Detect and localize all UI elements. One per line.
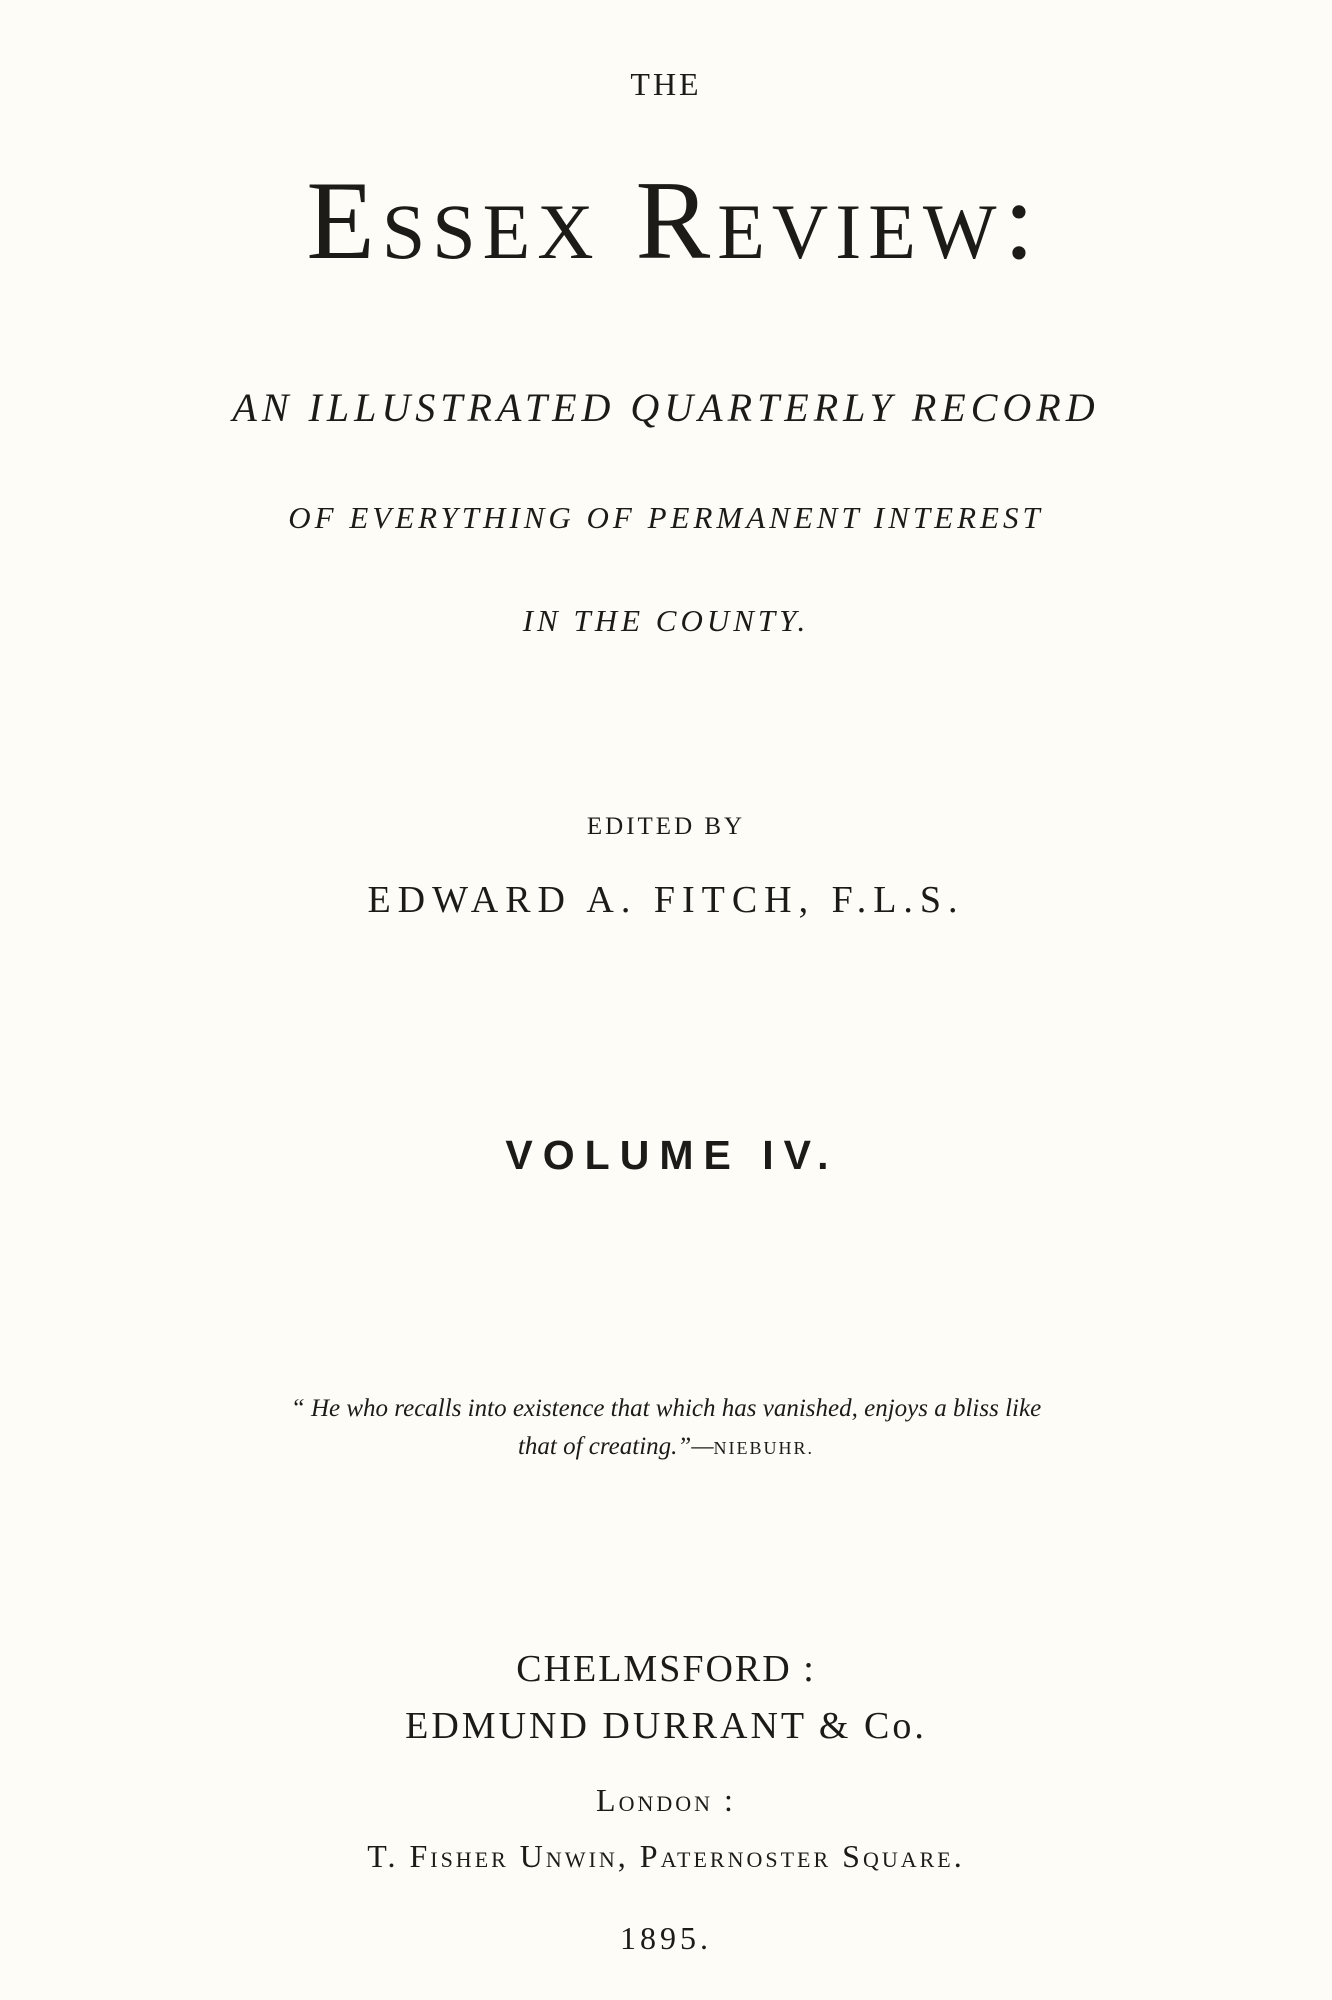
subtitle-line-2: OF EVERYTHING OF PERMANENT INTEREST	[288, 500, 1044, 535]
quote-line-1: “ He who recalls into existence that which has vanished, enjoys a bliss like	[290, 1395, 1042, 1422]
imprint-london: London :	[596, 1782, 736, 1818]
quote-author: NIEBUHR.	[713, 1438, 815, 1458]
imprint-city: CHELMSFORD :	[516, 1648, 816, 1690]
imprint-publisher-london: T. Fisher Unwin, Paternoster Square.	[367, 1838, 965, 1874]
subtitle-line-3: IN THE COUNTY.	[522, 603, 810, 638]
imprint-year: 1895.	[620, 1920, 712, 1956]
page-title: Essex Review:	[306, 159, 1042, 283]
subtitle-line-1: AN ILLUSTRATED QUARTERLY RECORD	[232, 385, 1100, 430]
title-article: THE	[630, 66, 702, 102]
volume-label: VOLUME IV.	[505, 1132, 839, 1178]
epigraph-quote	[0, 1390, 1332, 1467]
quote-line-2: that of creating.”—	[517, 1433, 714, 1460]
editor-name: EDWARD A. FITCH, F.L.S.	[367, 879, 965, 921]
imprint-publisher: EDMUND DURRANT & Co.	[405, 1705, 927, 1747]
edited-by-label: EDITED BY	[586, 813, 746, 840]
